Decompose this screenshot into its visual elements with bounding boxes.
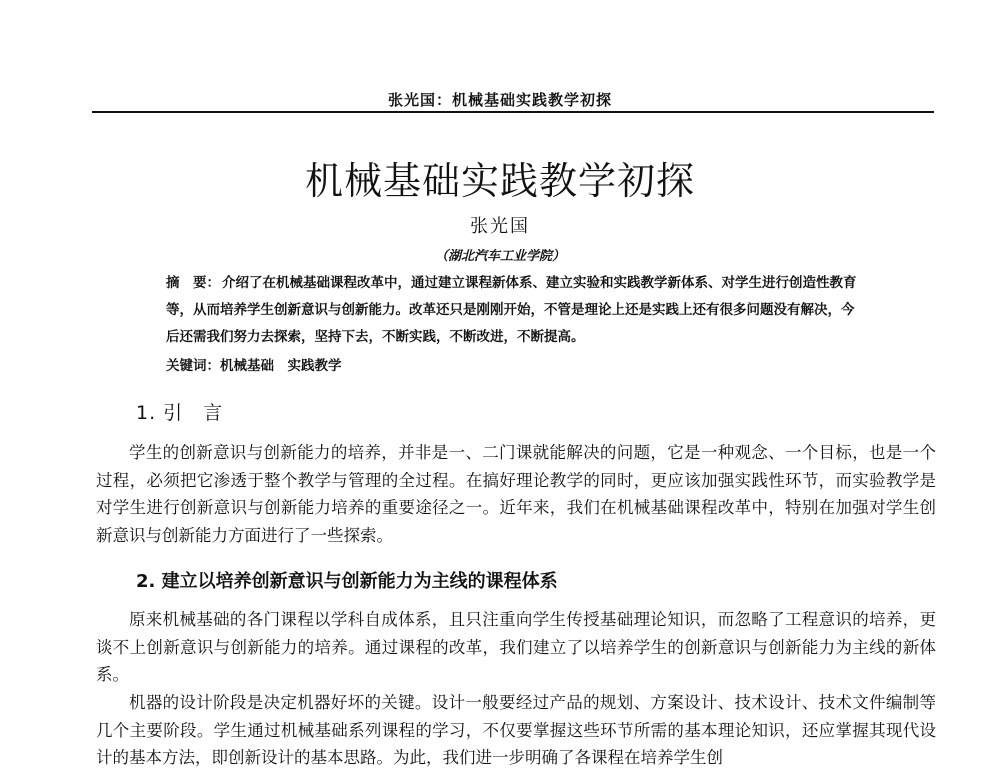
body-paragraph: 学生的创新意识与创新能力的培养，并非是一、二门课就能解决的问题，它是一种观念、一个目标，也是一个过程，必须把它渗透于整个教学与管理的全过程。在搞好理论教学的同时，更应该加强实践性环节，而实验教学是对学生进行创新意识与创新能力培养的重要途径之一。近年来，我们在机械基础课程改革中，特别在加强对学生创新意识与创新能力方面进行了一些探索。 [96, 443, 936, 545]
paper-title: 机械基础实践教学初探 [304, 159, 695, 203]
section-heading-curriculum-system: 2. 建立以培养创新意识与创新能力为主线的课程体系 [136, 571, 558, 592]
keywords-text: 机械基础 实践教学 [220, 358, 342, 374]
abstract-text: 介绍了在机械基础课程改革中，通过建立课程新体系、建立实验和实践教学新体系、对学生进行创造性教育等，从而培养学生创新意识与创新能力。改革还只是刚刚开始，不管是理论上还是实践上还有很多问题没有解决，今后还需我们努力去探索，坚持下去，不断实践，不断改进，不断提高。 [166, 275, 857, 345]
author-affiliation: （湖北汽车工业学院） [434, 249, 565, 264]
header-rule [92, 111, 934, 113]
author-name: 张光国 [470, 216, 530, 237]
running-header: 张光国：机械基础实践教学初探 [387, 91, 612, 109]
keywords-label: 关键词： [166, 358, 220, 374]
body-paragraph: 机器的设计阶段是决定机器好坏的关键。设计一般要经过产品的规划、方案设计、技术设计、技术文件编制等几个主要阶段。学生通过机械基础系列课程的学习，不仅要掌握这些环节所需的基本理论知识，还应掌握其现代设计的基本方法，即创新设计的基本思路。为此，我们进一步明确了各课程在培养学生创 [96, 693, 936, 767]
keywords [166, 353, 866, 380]
body-paragraph: 原来机械基础的各门课程以学科自成体系，且只注重向学生传授基础理论知识，而忽略了工程意识的培养，更谈不上创新意识与创新能力的培养。通过课程的改革，我们建立了以培养学生的创新意识与创新能力为主线的新体系。 [96, 610, 936, 684]
abstract [166, 270, 866, 351]
abstract-label: 摘 要： [166, 275, 220, 291]
abstract-block [166, 270, 866, 380]
section-heading-introduction: 1. 引 言 [136, 402, 224, 424]
